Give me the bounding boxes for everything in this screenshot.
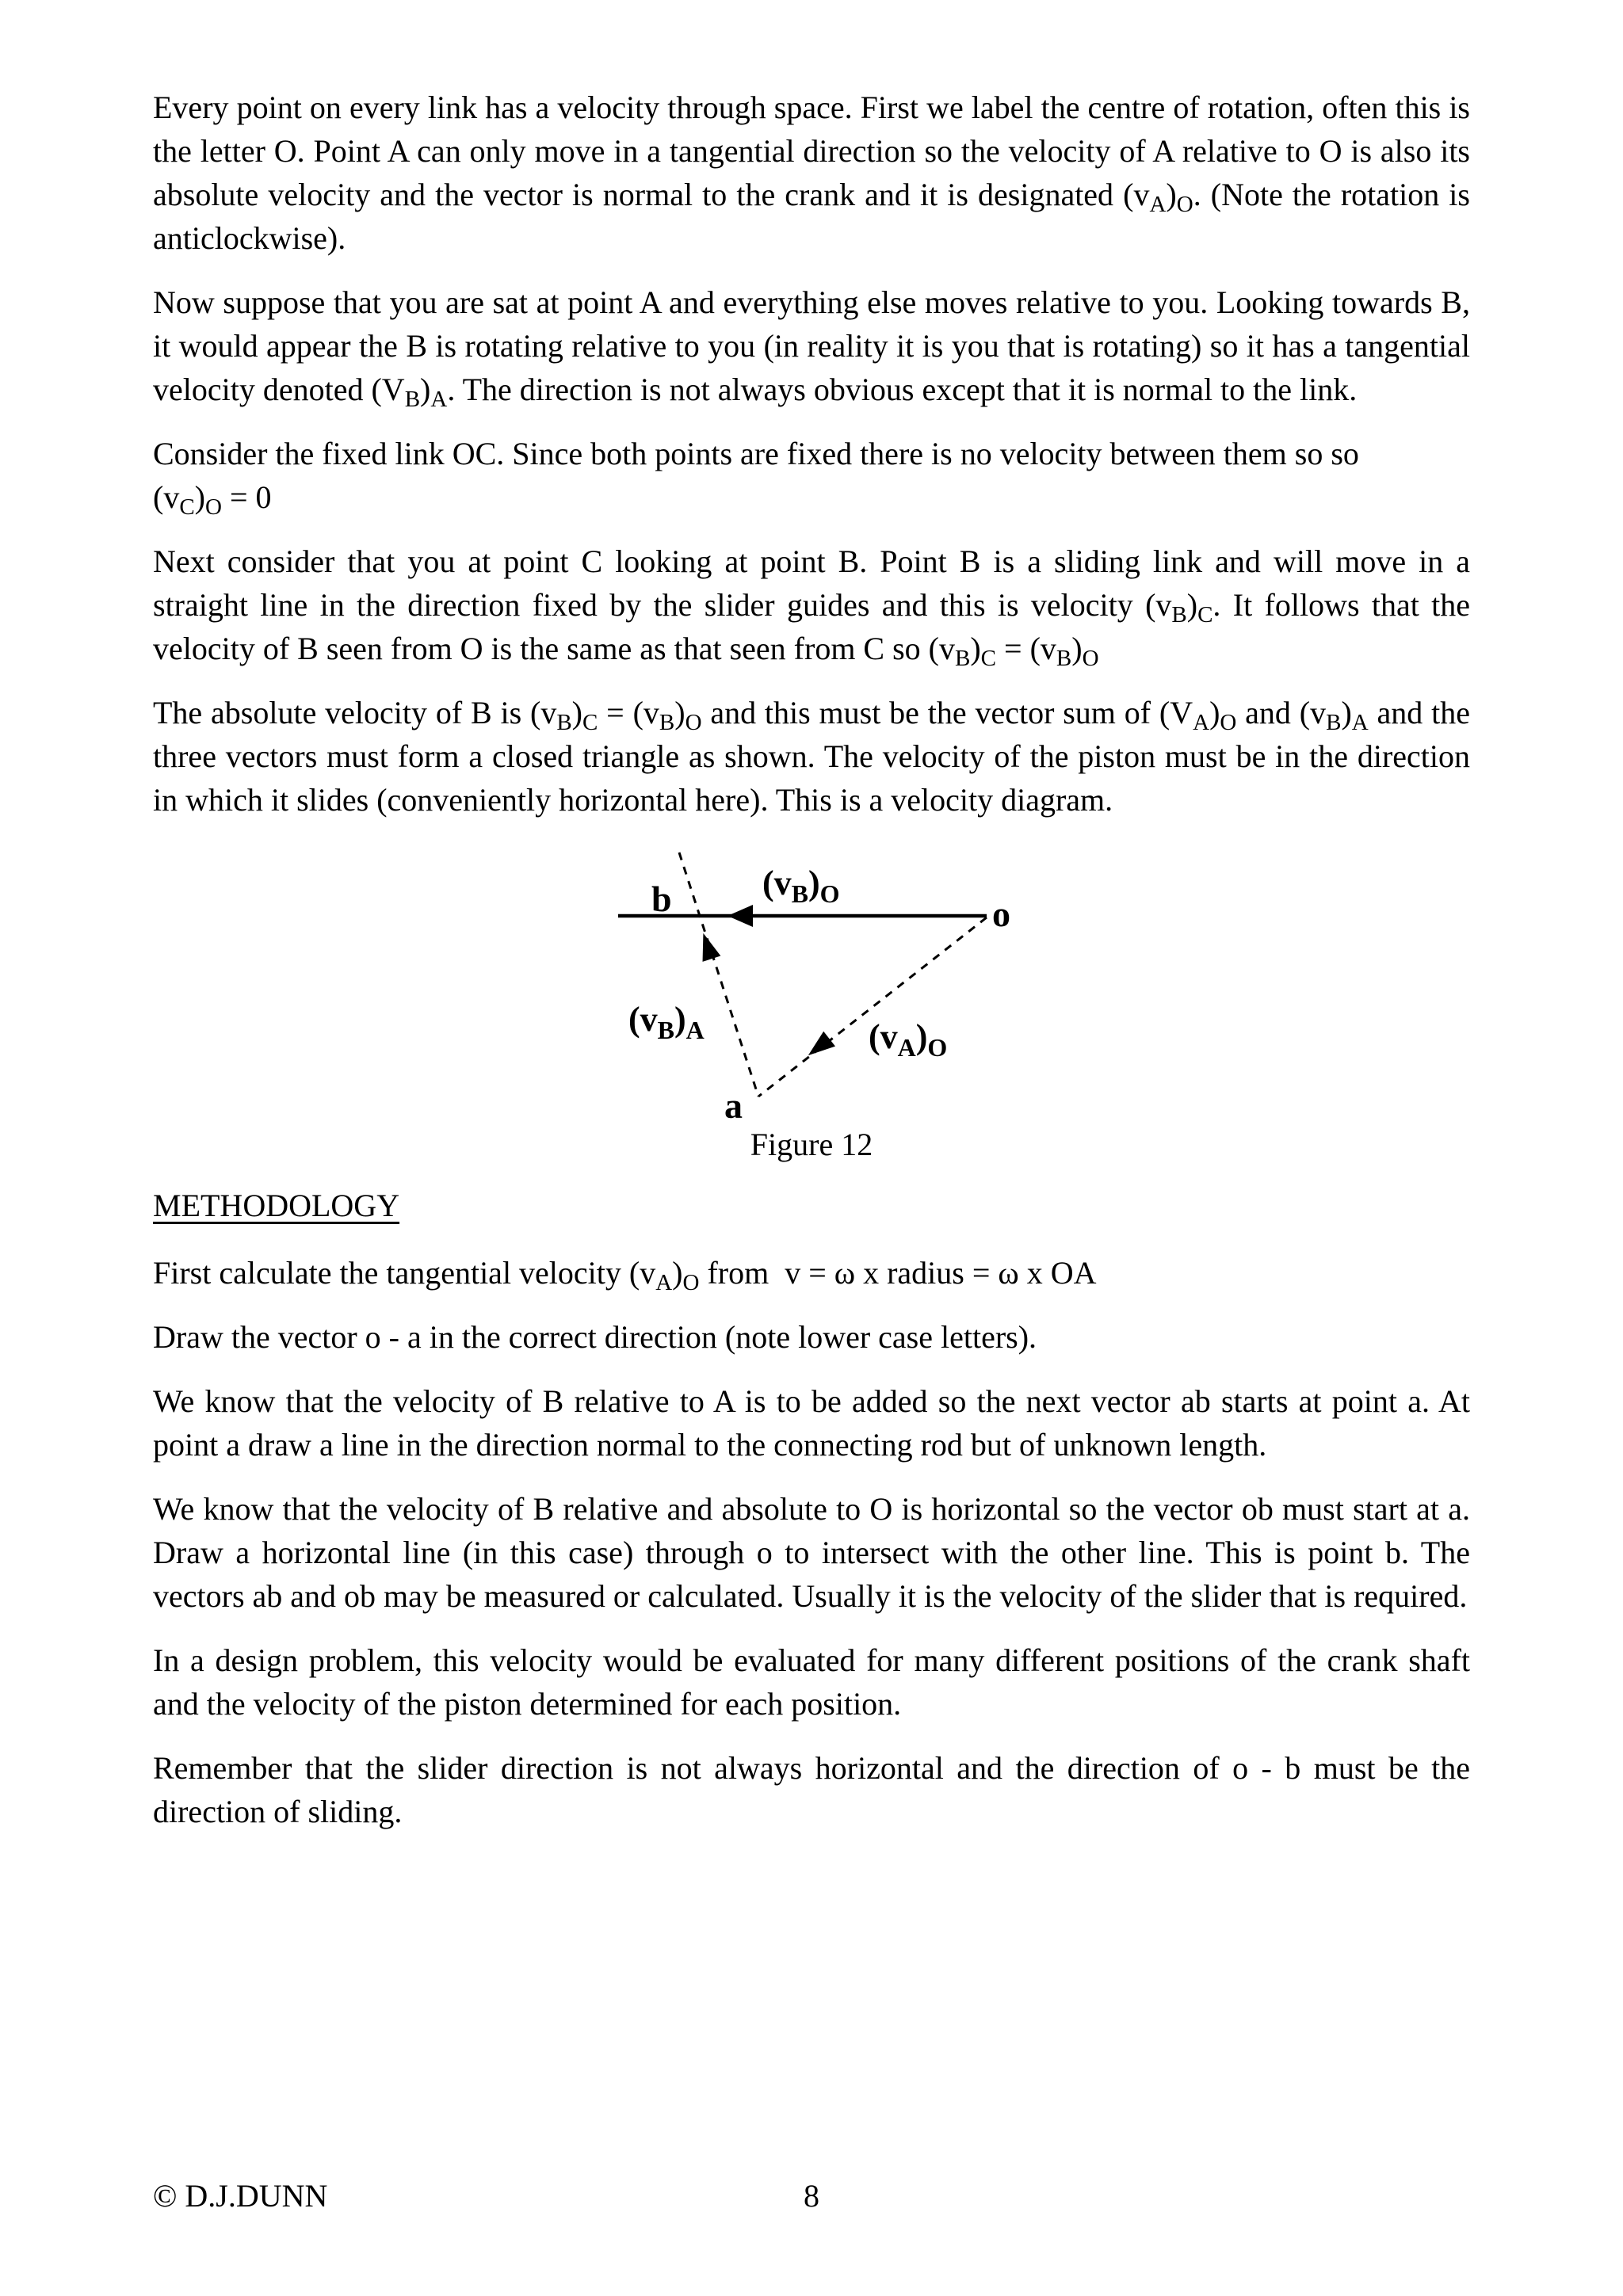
figure-caption: Figure 12 <box>750 1127 873 1162</box>
paragraph-velocity-intro: Every point on every link has a velocity through space. First we label the centre of rotation, often this is the letter O. Point A can only move in a tangential direction so the velocity of A relative to O is also its absolute velocity and the vector is normal to the crank and it is designated $(v_A)_O$. (Note the rotation is anticlockwise). <box>153 90 1470 256</box>
vector-ab-line <box>679 852 758 1097</box>
paragraph-method-step4: We know that the velocity of B relative and absolute to O is horizontal so the vector ob must start at a. Draw a horizontal line (in this case) through o to intersect with the other line. This is point b. The vectors ab and ob may be measured or calculated. Usually it is the velocity of the slider that is required. <box>153 1491 1470 1614</box>
vector-label-va-o: $(v_A)_O$ <box>869 1017 948 1062</box>
vector-label-vb-a: $(v_B)_A$ <box>628 1000 705 1044</box>
formula-vc-o-zero: $(v_C)_O = 0$ <box>153 479 272 520</box>
figure-12-container <box>153 842 1470 1166</box>
footer-copyright: © D.J.DUNN <box>153 2178 328 2214</box>
methodology-heading: METHODOLOGY <box>153 1188 400 1223</box>
paragraph-design-problem: In a design problem, this velocity would be evaluated for many different positions of the crank shaft and the velocity of the piston determined for each position. <box>153 1642 1470 1722</box>
vector-ab-arrowhead-icon <box>694 930 720 962</box>
node-label-o: o <box>992 894 1010 934</box>
page-content <box>153 86 1470 1854</box>
node-label-a: a <box>724 1085 743 1119</box>
vector-label-vb-o: $(v_B)_O$ <box>762 864 840 908</box>
vector-ob-arrowhead-icon <box>727 905 753 927</box>
paragraph-method-step2: Draw the vector o - a in the correct direction (note lower case letters). <box>153 1319 1037 1355</box>
velocity-diagram-figure <box>153 842 1470 1119</box>
node-label-b: b <box>651 879 672 919</box>
paragraph-sliding-link: Next consider that you at point C looking at point B. Point B is a sliding link and will move in a straight line in the direction fixed by the slider guides and this is velocity $(v_B)_C$. It follows that the velocity of B seen from O is the same as that seen from C so $(v_B)_C = (v_B)_O$ <box>153 543 1471 671</box>
paragraph-slider-direction: Remember that the slider direction is not always horizontal and the direction of o - b must be the direction of sliding. <box>153 1750 1470 1829</box>
paragraph-method-step1: First calculate the tangential velocity $(v_A)_O$ from v = ω x radius = ω x OA <box>153 1255 1097 1295</box>
vector-oa-line <box>758 917 987 1097</box>
footer-page-number: 8 <box>804 2178 819 2214</box>
paragraph-method-step3: We know that the velocity of B relative to A is to be added so the next vector ab starts at point a. At point a draw a line in the direction normal to the connecting rod but of unknown length. <box>153 1383 1470 1463</box>
paragraph-fixed-link: Consider the fixed link OC. Since both points are fixed there is no velocity between them so so <box>153 436 1359 471</box>
paragraph-absolute-velocity: The absolute velocity of B is $(v_B)_C = (v_B)_O$ and this must be the vector sum of $(V_A)_O$ and $(v_B)_A$ and the three vectors must form a closed triangle as shown. The velocity of the piston must be in the direction in which it slides (conveniently horizontal here). This is a velocity diagram. <box>153 695 1471 818</box>
paragraph-relative-motion: Now suppose that you are sat at point A and everything else moves relative to you. Looking towards B, it would appear the B is rotating relative to you (in reality it is you that is rotating) so it has a tangential velocity denoted $(V_B)_A$. The direction is not always obvious except that it is normal to the link. <box>153 284 1470 412</box>
